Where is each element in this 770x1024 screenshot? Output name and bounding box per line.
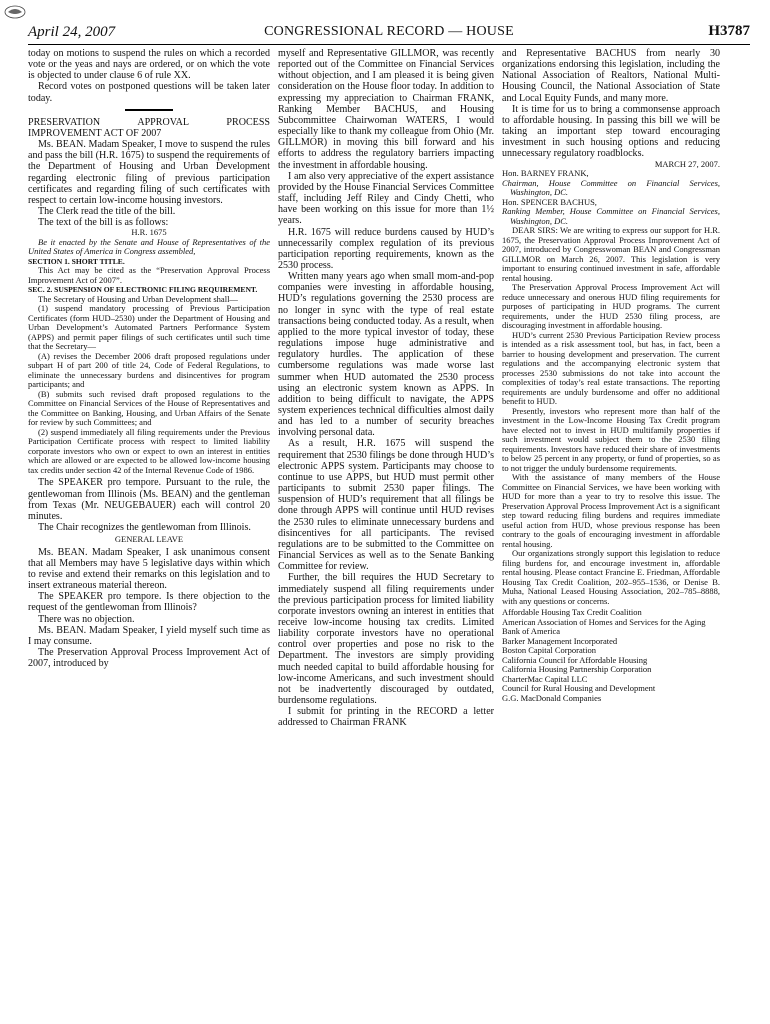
letter-paragraph: DEAR SIRS: We are writing to express our support for H.R. 1675, the Preservation Approval Process Improvement Act of 2007, introduced by Congresswoman BEAN and Congressman GILLMOR on March 26, 2007. This legislation is very important to ensuring continued investment in safe, affordable rental housing.: [502, 225, 720, 283]
page-number: H3787: [708, 23, 750, 39]
list-item: G.G. MacDonald Companies: [502, 692, 602, 703]
paragraph: There was no objection.: [38, 613, 135, 625]
list-item: California Council for Affordable Housing: [502, 654, 648, 665]
paragraph: The SPEAKER pro tempore. Is there objection to the request of the gentlewoman from Illinois?: [28, 591, 270, 614]
letter-paragraph: The Preservation Approval Process Improvement Act will reduce unnecessary and onerous HUD filing requirements for purposes of participating in HUD programs. The current requirements, under the HUD 2530 filing process, are discouraging investment in affordable housing.: [502, 282, 720, 331]
paragraph: The Preservation Approval Process Improvement Act of 2007, introduced by: [28, 647, 270, 670]
list-item: American Association of Homes and Services for the Aging: [502, 616, 706, 627]
list-item: Barker Management Incorporated: [502, 635, 618, 646]
list-item: California Housing Partnership Corporation: [502, 664, 652, 675]
paragraph: Record votes on postponed questions will be taken later today.: [28, 81, 270, 104]
paragraph: today on motions to suspend the rules on which a recorded vote or the yeas and nays are ordered, or on which the vote is objected to under clause 6 of rule XX.: [28, 48, 270, 82]
paragraph: The Clerk read the title of the bill.: [38, 206, 176, 218]
page-date: April 24, 2007: [28, 24, 116, 40]
column-3: [502, 48, 720, 1014]
paragraph: myself and Representative GILLMOR, was recently reported out of the Committee on Financial Services without objection, and I am pleased it is being given consideration on the House floor today. In addition to expressing my appreciation to Chairman FRANK, Ranking Member BACHUS, and Housing Subcommittee Chairwoman WATERS, I would especially like to thank my colleague from Ohio (Mr. GILLMOR) in moving this bill forward and his efforts to address the regulatory barriers impacting the investment in affordable housing.: [278, 48, 494, 171]
bill-number: H.R. 1675: [131, 227, 167, 238]
bill-text: [28, 228, 270, 475]
column-1: [28, 48, 270, 1014]
addressee: Hon. SPENCER BACHUS,: [502, 196, 597, 207]
paragraph: The Chair recognizes the gentlewoman from Illinois.: [38, 521, 251, 533]
subheading: GENERAL LEAVE: [114, 534, 184, 545]
letter-paragraph: With the assistance of many members of the House Committee on Financial Services, we have been working with HUD for more than a year to try to resolve this issue. The Preservation Approval Process Improvement Act is a significant step toward reducing filing burdens and requires immediate useful action from HUD, whose previous response has been contrary to the goals of encouraging investment in affordable rental housing.: [502, 472, 720, 549]
letter-paragraph: HUD’s current 2530 Previous Participation Review process is intended as a risk assessment tool, but has, in fact, been a barrier to housing development and preservation. The current regulations and the accompanying electronic system that processes 2530 submissions do not take into account the complexities of today’s real estate transactions. The reporting requirements are unduly burdensome and offer no additional benefit to HUD.: [502, 329, 720, 407]
page-header: [28, 22, 750, 45]
paragraph: The SPEAKER pro tempore. Pursuant to the rule, the gentlewoman from Illinois (Ms. BEAN) and the gentleman from Texas (Mr. NEUGEBAUER) each will control 20 minutes.: [28, 477, 270, 522]
organization-list: [502, 608, 720, 703]
letter-date: MARCH 27, 2007.: [654, 158, 720, 169]
paragraph: Ms. BEAN. Madam Speaker, I yield myself such time as I may consume.: [28, 624, 270, 647]
gpo-eagle-icon: [4, 4, 26, 20]
list-item: CharterMac Capital LLC: [502, 673, 588, 684]
bill-paragraph: (B) submits such revised draft proposed regulations to the Committee on Financial Services of the House of Representatives and the Committee on Banking, Housing, and Urban Affairs of the Senate for review by such Committees; and: [28, 388, 270, 428]
publication-title: CONGRESSIONAL RECORD — HOUSE: [264, 24, 514, 39]
list-item: Boston Capital Corporation: [502, 645, 596, 656]
section-heading: PRESERVATION APPROVAL PROCESS IMPROVEMENT ACT OF 2007: [28, 116, 270, 139]
list-item: Council for Rural Housing and Development: [502, 683, 656, 694]
bill-paragraph: The Secretary of Housing and Urban Development shall—: [38, 293, 238, 304]
list-item: Affordable Housing Tax Credit Coalition: [502, 607, 642, 618]
section-divider: [125, 109, 173, 111]
paragraph: H.R. 1675 will reduce burdens caused by HUD’s unnecessarily complex regulation of its previous participation reporting requirements, known as the 2530 process.: [278, 226, 494, 271]
paragraph: The text of the bill is as follows:: [38, 217, 169, 229]
addressee-title: Ranking Member, House Committee on Financial Services, Washington, DC.: [502, 206, 720, 226]
addressee: Hon. BARNEY FRANK,: [502, 168, 589, 179]
addressee-title: Chairman, House Committee on Financial Services, Washington, DC.: [502, 177, 720, 198]
paragraph: Ms. BEAN. Madam Speaker, I move to suspend the rules and pass the bill (H.R. 1675) to suspend the requirements of the Department of Housing and Urban Development regarding electronic filing of previous participation certificates and regarding filing of such certificates with respect to certain low-income housing investors.: [28, 139, 270, 206]
paragraph: I am also very appreciative of the expert assistance provided by the House Financial Services Committee staff, including Jeff Riley and Cindy Chetti, who have been working on this issue for more than 1½ years.: [278, 170, 494, 227]
paragraph: It is time for us to bring a commonsense approach to affordable housing. In passing this bill we will be taking an important step toward encouraging investment in such housing options and reducing unnecessary regulatory roadblocks.: [502, 103, 720, 160]
bill-paragraph: (2) suspend immediately all filing requirements under the Previous Participation Certificate process with respect to limited liability corporate investors who own or expect to own an interest in entities which are allowed or are expected to be allowed low-income housing tax credits under section 42 of the Internal Revenue Code of 1986.: [28, 426, 270, 475]
paragraph: I submit for printing in the RECORD a letter addressed to Chairman FRANK: [278, 706, 494, 729]
letter: [502, 160, 720, 704]
section-title: SECTION 1. SHORT TITLE.: [28, 256, 125, 266]
column-2: [278, 48, 494, 1014]
bill-paragraph: This Act may be cited as the “Preservation Approval Process Improvement Act of 2007”.: [28, 265, 270, 285]
letter-paragraph: Presently, investors who represent more than half of the investment in the Low-Income Housing Tax Credit program have elected not to invest in HUD multifamily properties if such investment would subject them to the 2530 filing requirements. Investors have reduced their share of investments to below 25 percent in any property, or fund of properties, so as to not trigger the unduly burdensome requirements.: [502, 405, 720, 473]
bill-paragraph: (1) suspend mandatory processing of Previous Participation Certificates (form HUD–2530) under the Department of Housing and Urban Development’s Automated Partners Performance System (APPS) and permit paper filings of such certificates until such time that the Secretary—: [28, 303, 270, 352]
section-title: SEC. 2. SUSPENSION OF ELECTRONIC FILING REQUIREMENT.: [28, 285, 258, 295]
paragraph: Further, the bill requires the HUD Secretary to immediately suspend all filing requirements under the previous participation process for limited liability corporate investors owning an interest in entities that receive low-income housing tax credits. Limited liability corporate investors have no operational control over properties and pose no risk to the Department. The investors are simply providing much needed capital to build affordable housing for low-income Americans, and such investment should not be inadvertently discouraged by outdated, burdensome regulations.: [278, 572, 494, 707]
paragraph: Written many years ago when small mom-and-pop companies were investing in affordable housing, HUD’s regulations governing the 2530 process are no longer in sync with the type of real estate transactions being conducted today. As a result, when applied to the more typical investor of today, these regulations impose huge administrative and regulatory hurdles. The application of these cumbersome regulations was made worse last summer when HUD automated the 2530 process using an electronic system known as APPS. In addition to being difficult to navigate, the APPS system experiences technical difficulties almost daily and has led to a number of security breaches involving personal data.: [278, 271, 494, 439]
paragraph: As a result, H.R. 1675 will suspend the requirement that 2530 filings be done through HUD’s electronic APPS system. Participants may choose to continue to use APPS, but HUD must permit other participants to submit 2530 paper filings. The suspension of HUD’s requirement that all filings be done through APPS will continue until HUD revises the 2530 rules to eliminate unnecessary burdens and disincentives for all participants. The revised regulations are to be submitted to the Committee on Financial Services as well as to the Senate Banking Committee for review.: [278, 438, 494, 573]
paragraph: Ms. BEAN. Madam Speaker, I ask unanimous consent that all Members may have 5 legislative days within which to revise and extend their remarks on this legislation and to insert extraneous material thereon.: [28, 546, 270, 592]
bill-paragraph: (A) revises the December 2006 draft proposed regulations under subpart H of part 200 of title 24, Code of Federal Regulations, to eliminate the unnecessary burdens and disincentives for program participants; and: [28, 350, 270, 390]
letter-paragraph: Our organizations strongly support this legislation to reduce filing burdens for, and encourage investment in, affordable rental housing. Please contact Francine E. Friedman, Affordable Housing Tax Credit Coalition, 202–955–1536, or Denise B. Muha, National Leased Housing Association, 202–785–8888, with any questions or concerns.: [502, 548, 720, 606]
list-item: Bank of America: [502, 626, 561, 637]
enacting-clause: Be it enacted by the Senate and House of Representatives of the United States of America in Congress assembled,: [28, 236, 270, 257]
paragraph: and Representative BACHUS from nearly 30 organizations endorsing this legislation, including the National Association of Realtors, National Multi-Housing Council, the National Association of State and Local Equity Funds, and many more.: [502, 48, 720, 104]
